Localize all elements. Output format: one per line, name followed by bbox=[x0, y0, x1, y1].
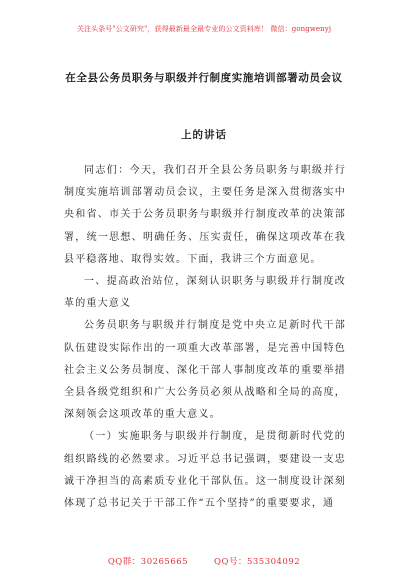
paragraph-point-1: （一）实施职务与职级并行制度，是贯彻新时代党的组织路线的必然要求。习近平总书记强调，要建设一支忠诚干净担当的高素质专业化干部队伍。这一制度设计深刻体现了总书记关于干部工作“五个坚持”的重要要求，通 bbox=[64, 431, 346, 510]
document-title: 在全县公务员职务与职级并行制度实施培训部署动员会议 bbox=[65, 72, 343, 84]
document-body bbox=[64, 160, 346, 515]
header-note: 关注头条号"公文研究"，获得最新最全最专业的公文资料库！ 微信：gongwenyj bbox=[76, 25, 332, 33]
footer-qq-number: QQ号：535304092 bbox=[214, 557, 301, 567]
paragraph-greeting: 同志们：今天，我们召开全县公务员职务与职级并行制度实施培训部署动员会议，主要任务是深入贯彻落实中央和省、市关于公务员职务与职级并行制度改革的决策部署，统一思想、明确任务、压实责任，确保这项改革在我县平稳落地、取得实效。下面，我讲三个方面意见。 bbox=[64, 165, 346, 265]
footer-contact bbox=[0, 555, 408, 567]
footer-qq-group: QQ群：30265665 bbox=[107, 557, 189, 567]
paragraph-significance: 公务员职务与职级并行制度是党中央立足新时代干部队伍建设实际作出的一项重大改革部署，是完善中国特色社会主义公务员制度、深化干部人事制度改革的重要举措全县各级党组织和广大公务员必须从战略和全局的高度，深刻领会这项改革的重大意义。 bbox=[64, 320, 346, 421]
document-subtitle: 上的讲话 bbox=[181, 129, 227, 141]
section-heading-1: 一、提高政治站位，深刻认识职务与职级并行制度改革的重大意义 bbox=[64, 276, 346, 310]
